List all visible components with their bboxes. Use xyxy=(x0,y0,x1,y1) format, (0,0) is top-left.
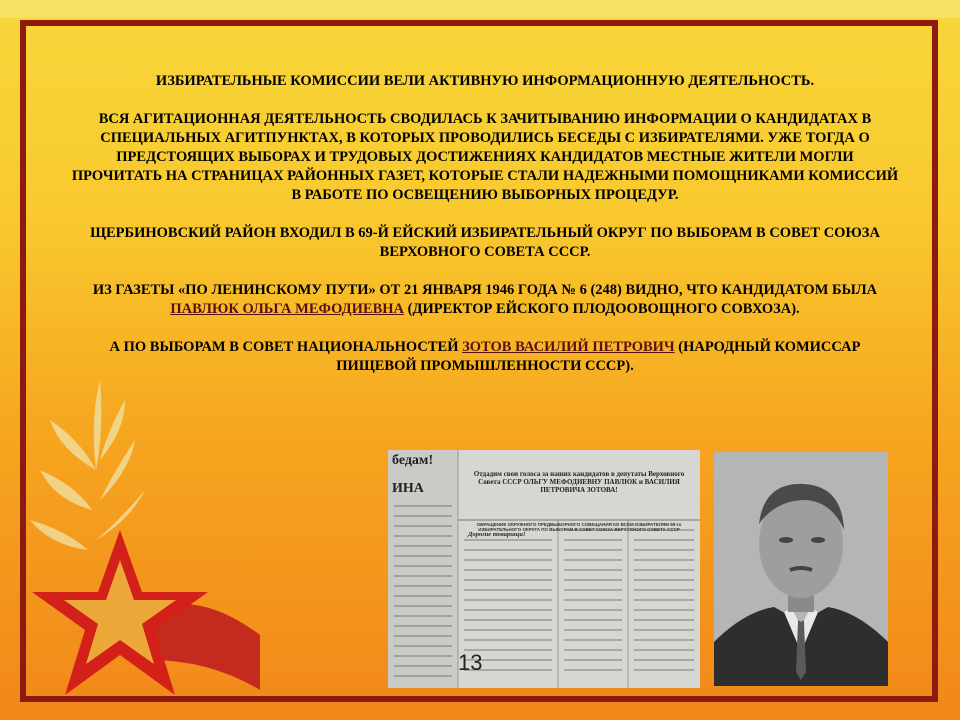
page-number: 13 xyxy=(458,650,483,675)
paragraph-4-after: (ДИРЕКТОР ЕЙСКОГО ПЛОДООВОЩНОГО СОВХОЗА). xyxy=(404,301,800,317)
paragraph-5-after: (НАРОДНЫЙ КОМИССАР ПИЩЕВОЙ ПРОМЫШЛЕННОСТИ СССР). xyxy=(336,339,861,374)
laurel-star-decoration xyxy=(0,360,270,720)
newspaper-greeting: Дорогие товарищи! xyxy=(468,531,526,538)
paragraph-4 xyxy=(70,281,900,319)
paragraph-3: ЩЕРБИНОВСКИЙ РАЙОН ВХОДИЛ В 69-Й ЕЙСКИЙ ИЗБИРАТЕЛЬНЫЙ ОКРУГ ПО ВЫБОРАМ В СОВЕТ СОЮЗА ВЕРХОВНОГО СОВЕТА СССР. xyxy=(90,225,880,260)
newspaper-main-headline: Отдадим свои голоса за наших кандидатов в депутаты Верховного Совета СССР ОЛЬГУ МЕФОДИЕВНУ ПАВЛЮК и ВАСИЛИЯ ПЕТРОВИЧА ЗОТОВА! xyxy=(473,470,685,494)
newspaper-headline-left: бедам! xyxy=(392,453,434,468)
main-text xyxy=(70,72,900,395)
paragraph-5 xyxy=(70,338,900,376)
top-bar xyxy=(0,0,960,18)
newspaper-clipping-photo xyxy=(388,450,700,688)
portrait-photo-zotov xyxy=(714,452,888,686)
candidate-name-zotov: ЗОТОВ ВАСИЛИЙ ПЕТРОВИЧ xyxy=(462,339,675,355)
paragraph-1: ИЗБИРАТЕЛЬНЫЕ КОМИССИИ ВЕЛИ АКТИВНУЮ ИНФОРМАЦИОННУЮ ДЕЯТЕЛЬНОСТЬ. xyxy=(155,73,815,89)
paragraph-4-before: ИЗ ГАЗЕТЫ «ПО ЛЕНИНСКОМУ ПУТИ» ОТ 21 ЯНВАРЯ 1946 ГОДА № 6 (248) ВИДНО, ЧТО КАНДИДАТОМ БЫЛА xyxy=(92,282,878,298)
newspaper-subhead: ОБРАЩЕНИЕ ОКРУЖНОГО ПРЕДВЫБОРНОГО СОВЕЩАНИЯ КО ВСЕМ ИЗБИРАТЕЛЯМ 69-го ИЗБИРАТЕЛЬНОГО ОКРУГА ПО ВЫБОРАМ В СОВЕТ СОЮЗА ВЕРХОВНОГО СОВЕТА СССР xyxy=(476,522,682,532)
candidate-name-pavlyuk: ПАВЛЮК ОЛЬГА МЕФОДИЕВНА xyxy=(170,301,405,317)
newspaper-column-left-title: ИНА xyxy=(392,481,424,496)
paragraph-5-before: А ПО ВЫБОРАМ В СОВЕТ НАЦИОНАЛЬНОСТЕЙ xyxy=(109,339,463,355)
paragraph-2: ВСЯ АГИТАЦИОННАЯ ДЕЯТЕЛЬНОСТЬ СВОДИЛАСЬ К ЗАЧИТЫВАНИЮ ИНФОРМАЦИИ О КАНДИДАТАХ В СПЕЦИАЛЬНЫХ АГИТПУНКТАХ, В КОТОРЫХ ПРОВОДИЛИСЬ БЕСЕДЫ С ИЗБИРАТЕЛЯМИ. УЖЕ ТОГДА О ПРЕДСТОЯЩИХ ВЫБОРАХ И ТРУДОВЫХ ДОСТИЖЕНИЯХ КАНДИДАТОВ МЕСТНЫЕ ЖИТЕЛИ МОГЛИ ПРОЧИТАТЬ НА СТРАНИЦАХ РАЙОННЫХ ГАЗЕТ, КОТОРЫЕ СТАЛИ НАДЕЖНЫМИ ПОМОЩНИКАМИ КОМИССИЙ В РАБОТЕ ПО ОСВЕЩЕНИЮ ВЫБОРНЫХ ПРОЦЕДУР. xyxy=(71,111,899,203)
